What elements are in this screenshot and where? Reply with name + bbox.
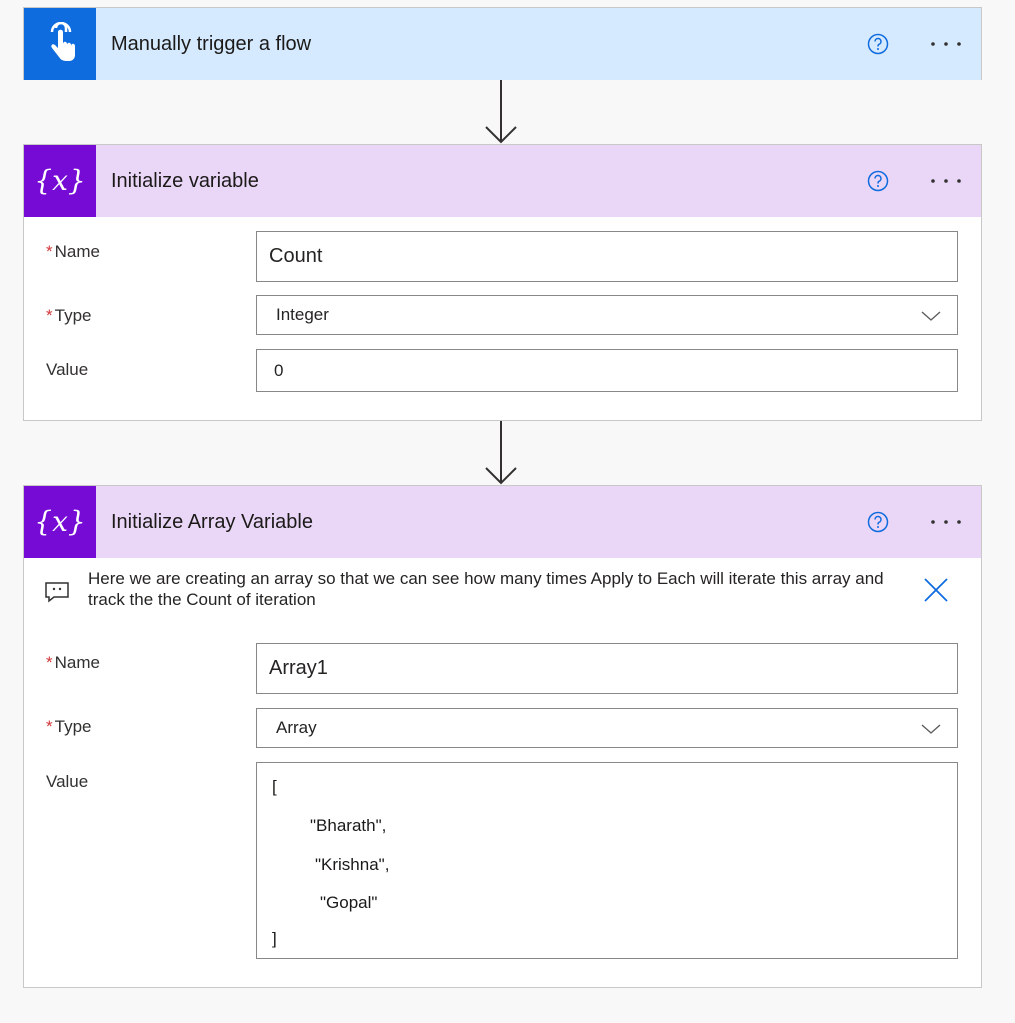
init-variable-header[interactable]: [24, 145, 981, 217]
value-label-text: Value: [46, 772, 89, 791]
name-label: [46, 653, 100, 673]
touch-hand-icon: [24, 8, 96, 80]
value-field[interactable]: [256, 762, 958, 959]
type-label: [46, 717, 91, 737]
chevron-down-icon[interactable]: [921, 309, 941, 323]
svg-text:{x}: {x}: [34, 164, 86, 197]
help-circle-icon[interactable]: [867, 33, 889, 55]
value-label: [46, 772, 88, 792]
required-marker: *: [46, 717, 53, 736]
name-field-value: Count: [269, 245, 323, 267]
name-field[interactable]: [256, 643, 958, 694]
type-dropdown-value: Integer: [276, 305, 329, 324]
name-label-text: Name: [54, 242, 100, 261]
name-label: [46, 242, 100, 262]
trigger-card-header[interactable]: [24, 8, 981, 80]
array-line: "Bharath",: [310, 816, 387, 835]
arrow-down-icon: [484, 80, 518, 144]
comment-icon: [44, 581, 70, 603]
init-variable-card[interactable]: [23, 144, 982, 421]
value-field-value: 0: [274, 360, 284, 380]
name-field[interactable]: [256, 231, 958, 282]
type-label-text: Type: [54, 717, 92, 736]
name-field-value: Array1: [269, 657, 328, 679]
variable-x-icon: [24, 145, 96, 217]
more-ellipsis-icon[interactable]: [929, 511, 963, 533]
value-field[interactable]: [256, 349, 958, 392]
trigger-card[interactable]: [23, 7, 982, 80]
help-circle-icon[interactable]: [867, 511, 889, 533]
more-ellipsis-icon[interactable]: [929, 33, 963, 55]
array-line: ]: [272, 929, 277, 948]
comment-text: Here we are creating an array so that we can see how many times Apply to Each will iterate this array and track the the Count of iteration: [88, 569, 884, 609]
init-array-card[interactable]: [23, 485, 982, 988]
name-label-text: Name: [54, 653, 100, 672]
variable-x-icon: [24, 486, 96, 558]
type-dropdown-value: Array: [276, 718, 317, 737]
init-array-header[interactable]: [24, 486, 981, 558]
close-icon[interactable]: [923, 577, 949, 603]
card-title: Initialize variable: [111, 169, 259, 192]
value-label-text: Value: [46, 360, 89, 379]
action-comment: [24, 558, 981, 616]
more-ellipsis-icon[interactable]: [929, 170, 963, 192]
value-label: [46, 360, 88, 380]
required-marker: *: [46, 306, 53, 325]
type-dropdown[interactable]: [256, 708, 958, 748]
card-title: Initialize Array Variable: [111, 510, 313, 533]
required-marker: *: [46, 242, 53, 261]
type-label: [46, 306, 91, 326]
chevron-down-icon[interactable]: [921, 722, 941, 736]
card-title: Manually trigger a flow: [111, 32, 312, 55]
array-line: "Krishna",: [315, 855, 390, 874]
arrow-down-icon: [484, 421, 518, 485]
required-marker: *: [46, 653, 53, 672]
type-dropdown[interactable]: [256, 295, 958, 335]
type-label-text: Type: [54, 306, 92, 325]
svg-text:{x}: {x}: [34, 505, 86, 538]
help-circle-icon[interactable]: [867, 170, 889, 192]
array-line: "Gopal": [320, 893, 378, 912]
array-line: [: [272, 777, 277, 796]
